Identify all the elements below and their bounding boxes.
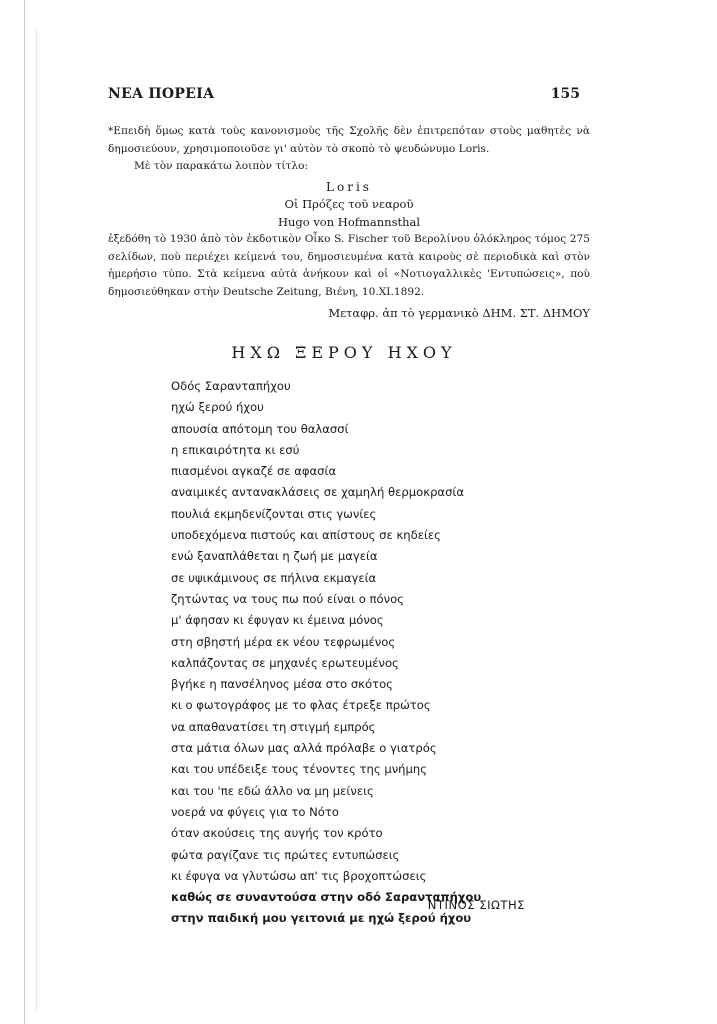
poem-line: καθώς σε συναντούσα στην οδό Σαρανταπήχου (171, 890, 482, 905)
poem-line: ενώ ξαναπλάθεται η ζωή με μαγεία (171, 549, 378, 564)
translator-credit: Μεταφρ. ἀπ τὸ γερμανικὸ ΔΗΜ. ΣΤ. ΔΗΜΟΥ (328, 306, 590, 320)
page-shadow-line (36, 30, 37, 1010)
poem-line: στα μάτια όλων μας αλλά πρόλαβε ο γιατρός (171, 741, 437, 756)
poem-line: απουσία απότομη του θαλασσί (171, 421, 349, 436)
poem-line: στην παιδική μου γειτονιά με ηχώ ξερού ήχου (171, 911, 472, 926)
poem-line: Οδός Σαρανταπήχου (171, 379, 291, 393)
poem-author: ΝΤΙΝΟΣ ΣΙΩΤΗΣ (427, 898, 525, 912)
poem-line: καλπάζοντας σε μηχανές ερωτευμένος (171, 655, 399, 670)
introductory-note (108, 123, 590, 323)
note-paragraph-1: *Επειδὴ ὅμως κατὰ τοὺς κανονισμοὺς τῆς Σχολῆς δὲν ἐπιτρεπόταν στοὺς μαθητὲς νὰ δημοσιεύουν, χρησιμοποιοῦσε γι' αὐτὸν τὸ σκοπὸ τὸ ψευδώνυμο Loris. (108, 125, 590, 155)
poem-line: ηχώ ξερού ήχου (171, 400, 264, 415)
poem-line: και του 'πε εδώ άλλο να μη μείνεις (171, 783, 374, 798)
poem-line: μ' άφησαν κι έφυγαν κι έμεινα μόνος (171, 613, 384, 628)
poem-line: αναιμικές αντανακλάσεις σε χαμηλή θερμοκρασία (171, 485, 464, 500)
poem-title: ΗΧΩ ΞΕΡΟΥ ΗΧΟΥ (231, 343, 457, 362)
note-paragraph-2: Μὲ τὸν παρακάτω λοιπὸν τίτλο: (134, 160, 309, 172)
poem-line: σε υψικάμινους σε πήλινα εκμαγεία (171, 570, 377, 585)
poem-line: φώτα ραγίζανε τις πρώτες εντυπώσεις (171, 847, 400, 862)
poem-line: να απαθανατίσει τη στιγμή εμπρός (171, 719, 376, 734)
poem-body (171, 376, 571, 930)
poem-line: κι ο φωτογράφος με το φλας έτρεξε πρώτος (171, 698, 431, 713)
poem-line: πιασμένοι αγκαζέ σε αφασία (171, 464, 337, 479)
pseudonym-title: Loris (326, 179, 372, 194)
page-header (108, 86, 580, 106)
poem-line: όταν ακούσεις της αυγής τον κρότο (171, 826, 383, 841)
note-paragraph-3: ἐξεδόθη τὸ 1930 ἀπὸ τὸν ἐκδοτικὸν Οἶκο S. Fischer τοῦ Βερολίνου ὁλόκληρος τόμος 275 σελίδων, ποὺ περιέχει κείμενά του, δημοσιευμένα κατὰ καιροὺς σὲ περιοδικὰ καὶ στὸν ἡμερήσιο τύπο. Στὰ κείμενα αὐτὰ ἀνήκουν καὶ οἱ «Νοτιογαλλικὲς 'Εντυπώσεις», ποὺ δημοσιεύθηκαν στὴν Deutsche Zeitung, Βιένη, 10.XI.1892. (108, 233, 590, 298)
author-name: Hugo von Hofmannsthal (277, 214, 421, 229)
poem-line: πουλιά εκμηδενίζονται στις γωνίες (171, 506, 377, 521)
poem-line: υποδεχόμενα πιστούς και απίστους σε κηδείες (171, 528, 441, 543)
poem-line: στη σβηστή μέρα εκ νέου τεφρωμένος (171, 634, 396, 649)
poem-line: βγήκε η πανσέληνος μέσα στο σκότος (171, 677, 393, 692)
poem-line: νοερά να φύγεις για το Νότο (171, 804, 339, 819)
page-edge-line (24, 0, 25, 1024)
journal-title: ΝΕΑ ΠΟΡΕΙΑ (108, 86, 215, 102)
poem-line: κι έφυγα να γλυτώσω απ' τις βροχοπτώσεις (171, 868, 427, 883)
poem-line: η επικαιρότητα κι εσύ (171, 442, 300, 457)
work-title: Οἱ Πρόζες τοῦ νεαροῦ (284, 197, 414, 211)
page-number: 155 (550, 86, 580, 102)
poem-line: ζητώντας να τους πω πού είναι ο πόνος (171, 591, 404, 606)
poem-line: και του υπέδειξε τους τένοντες της μνήμης (171, 762, 428, 777)
